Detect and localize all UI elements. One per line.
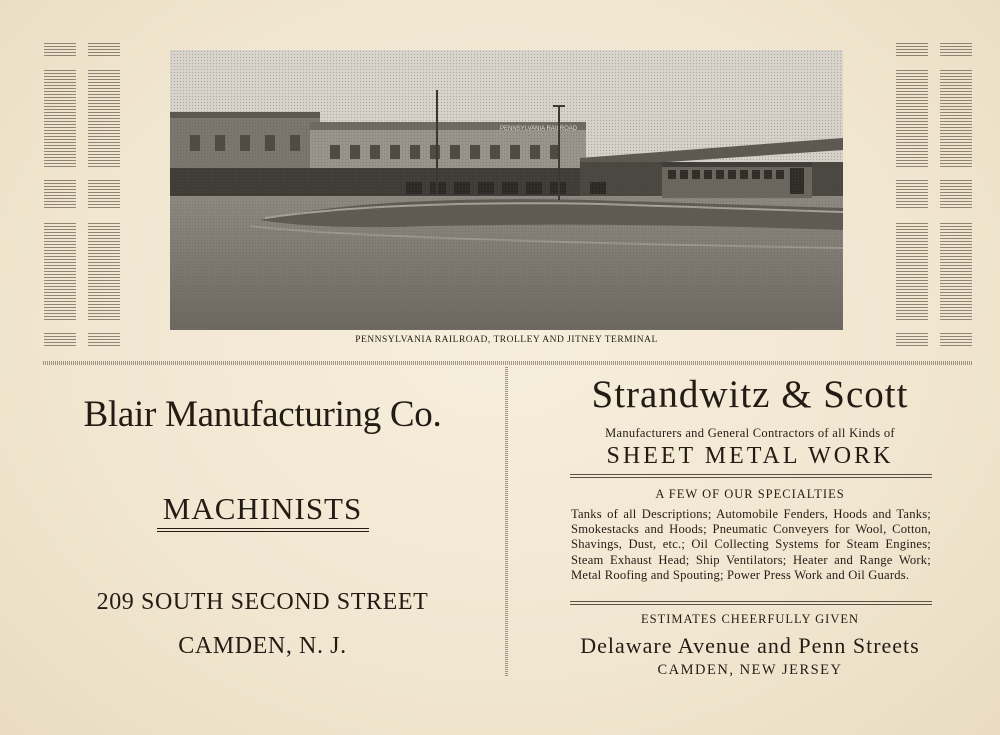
- double-rule: [570, 474, 932, 478]
- ornament-bar: [44, 43, 76, 57]
- ornament-bar: [896, 180, 928, 210]
- double-rule: [570, 601, 932, 605]
- specialties-heading: A FEW OF OUR SPECIALTIES: [655, 487, 845, 501]
- ornament-bar: [940, 333, 972, 347]
- ornament-bar: [88, 223, 120, 320]
- trade-underline: [157, 528, 369, 532]
- ornament-bar: [940, 180, 972, 210]
- photo-caption: PENNSYLVANIA RAILROAD, TROLLEY AND JITNEY TERMINAL: [355, 335, 658, 345]
- ornament-bar: [44, 70, 76, 167]
- estimates-line: ESTIMATES CHEERFULLY GIVEN: [640, 612, 860, 626]
- ornament-bar: [896, 333, 928, 347]
- blair-trade: MACHINISTS: [162, 491, 363, 526]
- strandwitz-address: Delaware Avenue and Penn Streets: [580, 633, 920, 658]
- ornament-bar: [44, 333, 76, 347]
- blair-city: CAMDEN, N. J.: [178, 633, 347, 659]
- strandwitz-company-name: Strandwitz & Scott: [591, 373, 909, 416]
- ornament-bar: [88, 333, 120, 347]
- ornament-bar: [896, 43, 928, 57]
- terminal-photograph: [170, 50, 843, 330]
- ornament-bar: [940, 70, 972, 167]
- horizontal-divider: [43, 361, 973, 365]
- blair-street-address: 209 SOUTH SECOND STREET: [96, 589, 429, 615]
- ornament-bar: [88, 180, 120, 210]
- ornament-bar: [940, 43, 972, 57]
- specialties-text: Tanks of all Descriptions; Automobile Fenders, Hoods and Tanks; Smokestacks and Hoods; Pneumatic Conveyers for Wool, Cotton, Shavings, Dust, etc.; Oil Collecting Systems for Steam Engines; Steam Exhaust Head; Ship Ventilators; Heater and Range Work; Metal Roofing and Spouting; Power Press Work and Oil Guards.: [571, 507, 931, 582]
- terminal-photo-illustration: [170, 50, 843, 330]
- ornament-bar: [88, 43, 120, 57]
- vertical-divider: [505, 367, 508, 677]
- ornament-bar: [896, 223, 928, 320]
- ornament-bar: [940, 223, 972, 320]
- ornament-bar: [896, 70, 928, 167]
- ornament-bar: [44, 180, 76, 210]
- strandwitz-city: CAMDEN, NEW JERSEY: [657, 662, 843, 678]
- ornament-bar: [44, 223, 76, 320]
- strandwitz-subtitle: Manufacturers and General Contractors of all Kinds of: [605, 426, 895, 440]
- strandwitz-product: SHEET METAL WORK: [606, 443, 894, 469]
- blair-company-name: Blair Manufacturing Co.: [83, 394, 442, 435]
- ornament-bar: [88, 70, 120, 167]
